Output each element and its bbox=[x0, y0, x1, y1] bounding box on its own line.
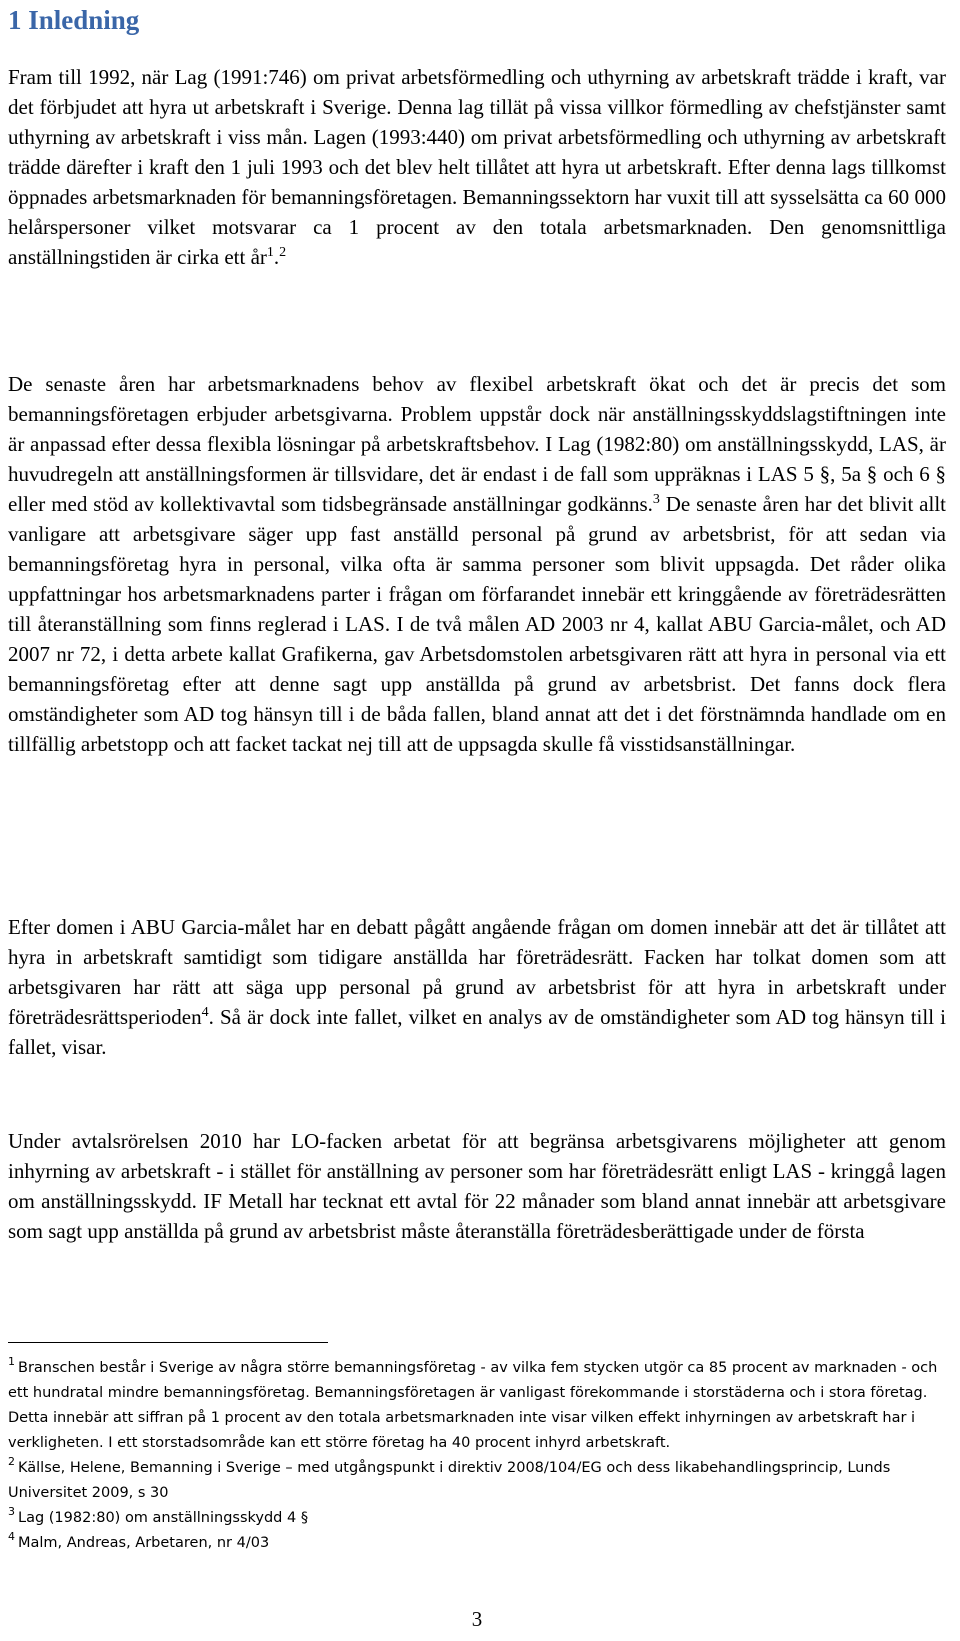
section-heading: 1 Inledning bbox=[8, 5, 140, 35]
paragraph-4 bbox=[8, 1126, 946, 1246]
document-page bbox=[8, 0, 946, 1641]
footnote-2 bbox=[8, 1456, 946, 1506]
footnote-text: Lag (1982:80) om anställningsskydd 4 § bbox=[18, 1510, 309, 1526]
paragraph-1 bbox=[8, 62, 946, 272]
footnote-4 bbox=[8, 1531, 946, 1556]
footnote-number: 1 bbox=[8, 1355, 15, 1368]
footnote-ref-1[interactable]: 1 bbox=[266, 245, 274, 260]
footnote-ref-4[interactable]: 4 bbox=[201, 1005, 209, 1020]
footnote-text: Malm, Andreas, Arbetaren, nr 4/03 bbox=[18, 1535, 270, 1551]
footnote-ref-2[interactable]: 2 bbox=[279, 245, 287, 260]
footnote-number: 3 bbox=[8, 1505, 15, 1518]
paragraph-2 bbox=[8, 369, 946, 759]
paragraph-3-text-b: . Så är dock inte fallet, vilket en analys av de omständigheter som AD tog hänsyn till i fallet, visar. bbox=[8, 1005, 946, 1059]
footnote-number: 4 bbox=[8, 1530, 15, 1543]
footnote-3 bbox=[8, 1506, 946, 1531]
footnotes bbox=[8, 1356, 946, 1556]
footnote-1 bbox=[8, 1356, 946, 1456]
paragraph-2-text-a: De senaste åren har arbetsmarknadens behov av flexibel arbetskraft ökat och det är precis det som bemanningsföretagen erbjuder arbetsgivarna. Problem uppstår dock när anställningsskyddslagstiftningen inte är anpassad efter dessa flexibla lösningar på arbetskraftsbehov. I Lag (1982:80) om anställningsskydd, LAS, är huvudregeln att anställningsformen är tillsvidare, det är endast i de fall som uppräknas i LAS 5 §, 5a § och 6 § eller med stöd av kollektivavtal som tidsbegränsade anställningar godkänns. bbox=[8, 372, 946, 516]
footnote-text: Källse, Helene, Bemanning i Sverige – med utgångspunkt i direktiv 2008/104/EG och dess likabehandlingsprincip, Lunds Universitet 2009, s 30 bbox=[8, 1460, 891, 1501]
footnote-number: 2 bbox=[8, 1455, 15, 1468]
paragraph-4-text: Under avtalsrörelsen 2010 har LO-facken arbetat för att begränsa arbetsgivarens möjligheter att genom inhyrning av arbetskraft - i stället för anställning av personer som har företrädesrätt enligt LAS - kringgå lagen om anställningsskydd. IF Metall har tecknat ett avtal för 22 månader som bland annat innebär att arbetsgivare som sagt upp anställda på grund av arbetsbrist måste återanställa företrädesberättigade under de första bbox=[8, 1129, 946, 1243]
paragraph-1-text: Fram till 1992, när Lag (1991:746) om privat arbetsförmedling och uthyrning av arbetskraft trädde i kraft, var det förbjudet att hyra ut arbetskraft i Sverige. Denna lag tillät på vissa villkor förmedling av chefstjänster samt uthyrning av arbetskraft i viss mån. Lagen (1993:440) om privat arbetsförmedling och uthyrning av arbetskraft trädde därefter i kraft den 1 juli 1993 och det blev helt tillåtet att hyra ut arbetskraft. Efter denna lags tillkomst öppnades arbetsmarknaden för bemanningsföretagen. Bemanningssektorn har vuxit till att sysselsätta ca 60 000 helårspersoner vilket motsvarar ca 1 procent av den totala arbetsmarknaden. Den genomsnittliga anställningstiden är cirka ett år bbox=[8, 65, 946, 269]
page-number: 3 bbox=[471, 1607, 483, 1631]
footnote-separator bbox=[8, 1342, 328, 1343]
paragraph-3-text-a: Efter domen i ABU Garcia-målet har en debatt pågått angående frågan om domen innebär att det är tillåtet att hyra in arbetskraft samtidigt som tidigare anställda har företrädesrätt. Facken har tolkat domen som att arbetsgivaren har rätt att säga upp personal på grund av arbetsbrist för att hyra in arbetskraft under företrädesrättsperioden bbox=[8, 915, 946, 1029]
footnote-ref-3[interactable]: 3 bbox=[652, 492, 660, 507]
paragraph-1-mid: . bbox=[273, 245, 280, 269]
footnote-text: Branschen består i Sverige av några större bemanningsföretag - av vilka fem stycken utgör ca 85 procent av marknaden - och ett hundratal mindre bemanningsföretag. Bemanningsföretagen är vanligast förekommande i storstäderna och i stora företag. Detta innebär att siffran på 1 procent av den totala arbetsmarknaden inte visar vilken effekt inhyrningen av arbetskraft har i verkligheten. I ett storstadsområde kan ett större företag ha 40 procent inhyrd arbetskraft. bbox=[8, 1360, 938, 1451]
paragraph-2-text-b: De senaste åren har det blivit allt vanligare att arbetsgivare säger upp fast anställd personal på grund av arbetsbrist, för att sedan via bemanningsföretag hyra in personal, vilka ofta är samma personer som blivit uppsagda. Det råder olika uppfattningar hos arbetsmarknadens parter i frågan om förfarandet innebär ett kringgående av företrädesrätten till återanställning som finns reglerad i LAS. I de två målen AD 2003 nr 4, kallat ABU Garcia-målet, och AD 2007 nr 72, i detta arbete kallat Grafikerna, gav Arbetsdomstolen arbetsgivaren rätt att hyra in personal via ett bemanningsföretag efter att denne sagt upp anställda på grund av arbetsbrist. Det fanns dock flera omständigheter som AD tog hänsyn till i de båda fallen, bland annat att det i det förstnämnda handlade om en tillfällig arbetstopp och att facket tackat nej till att de uppsagda skulle få visstidsanställningar. bbox=[8, 492, 946, 756]
paragraph-3 bbox=[8, 912, 946, 1062]
